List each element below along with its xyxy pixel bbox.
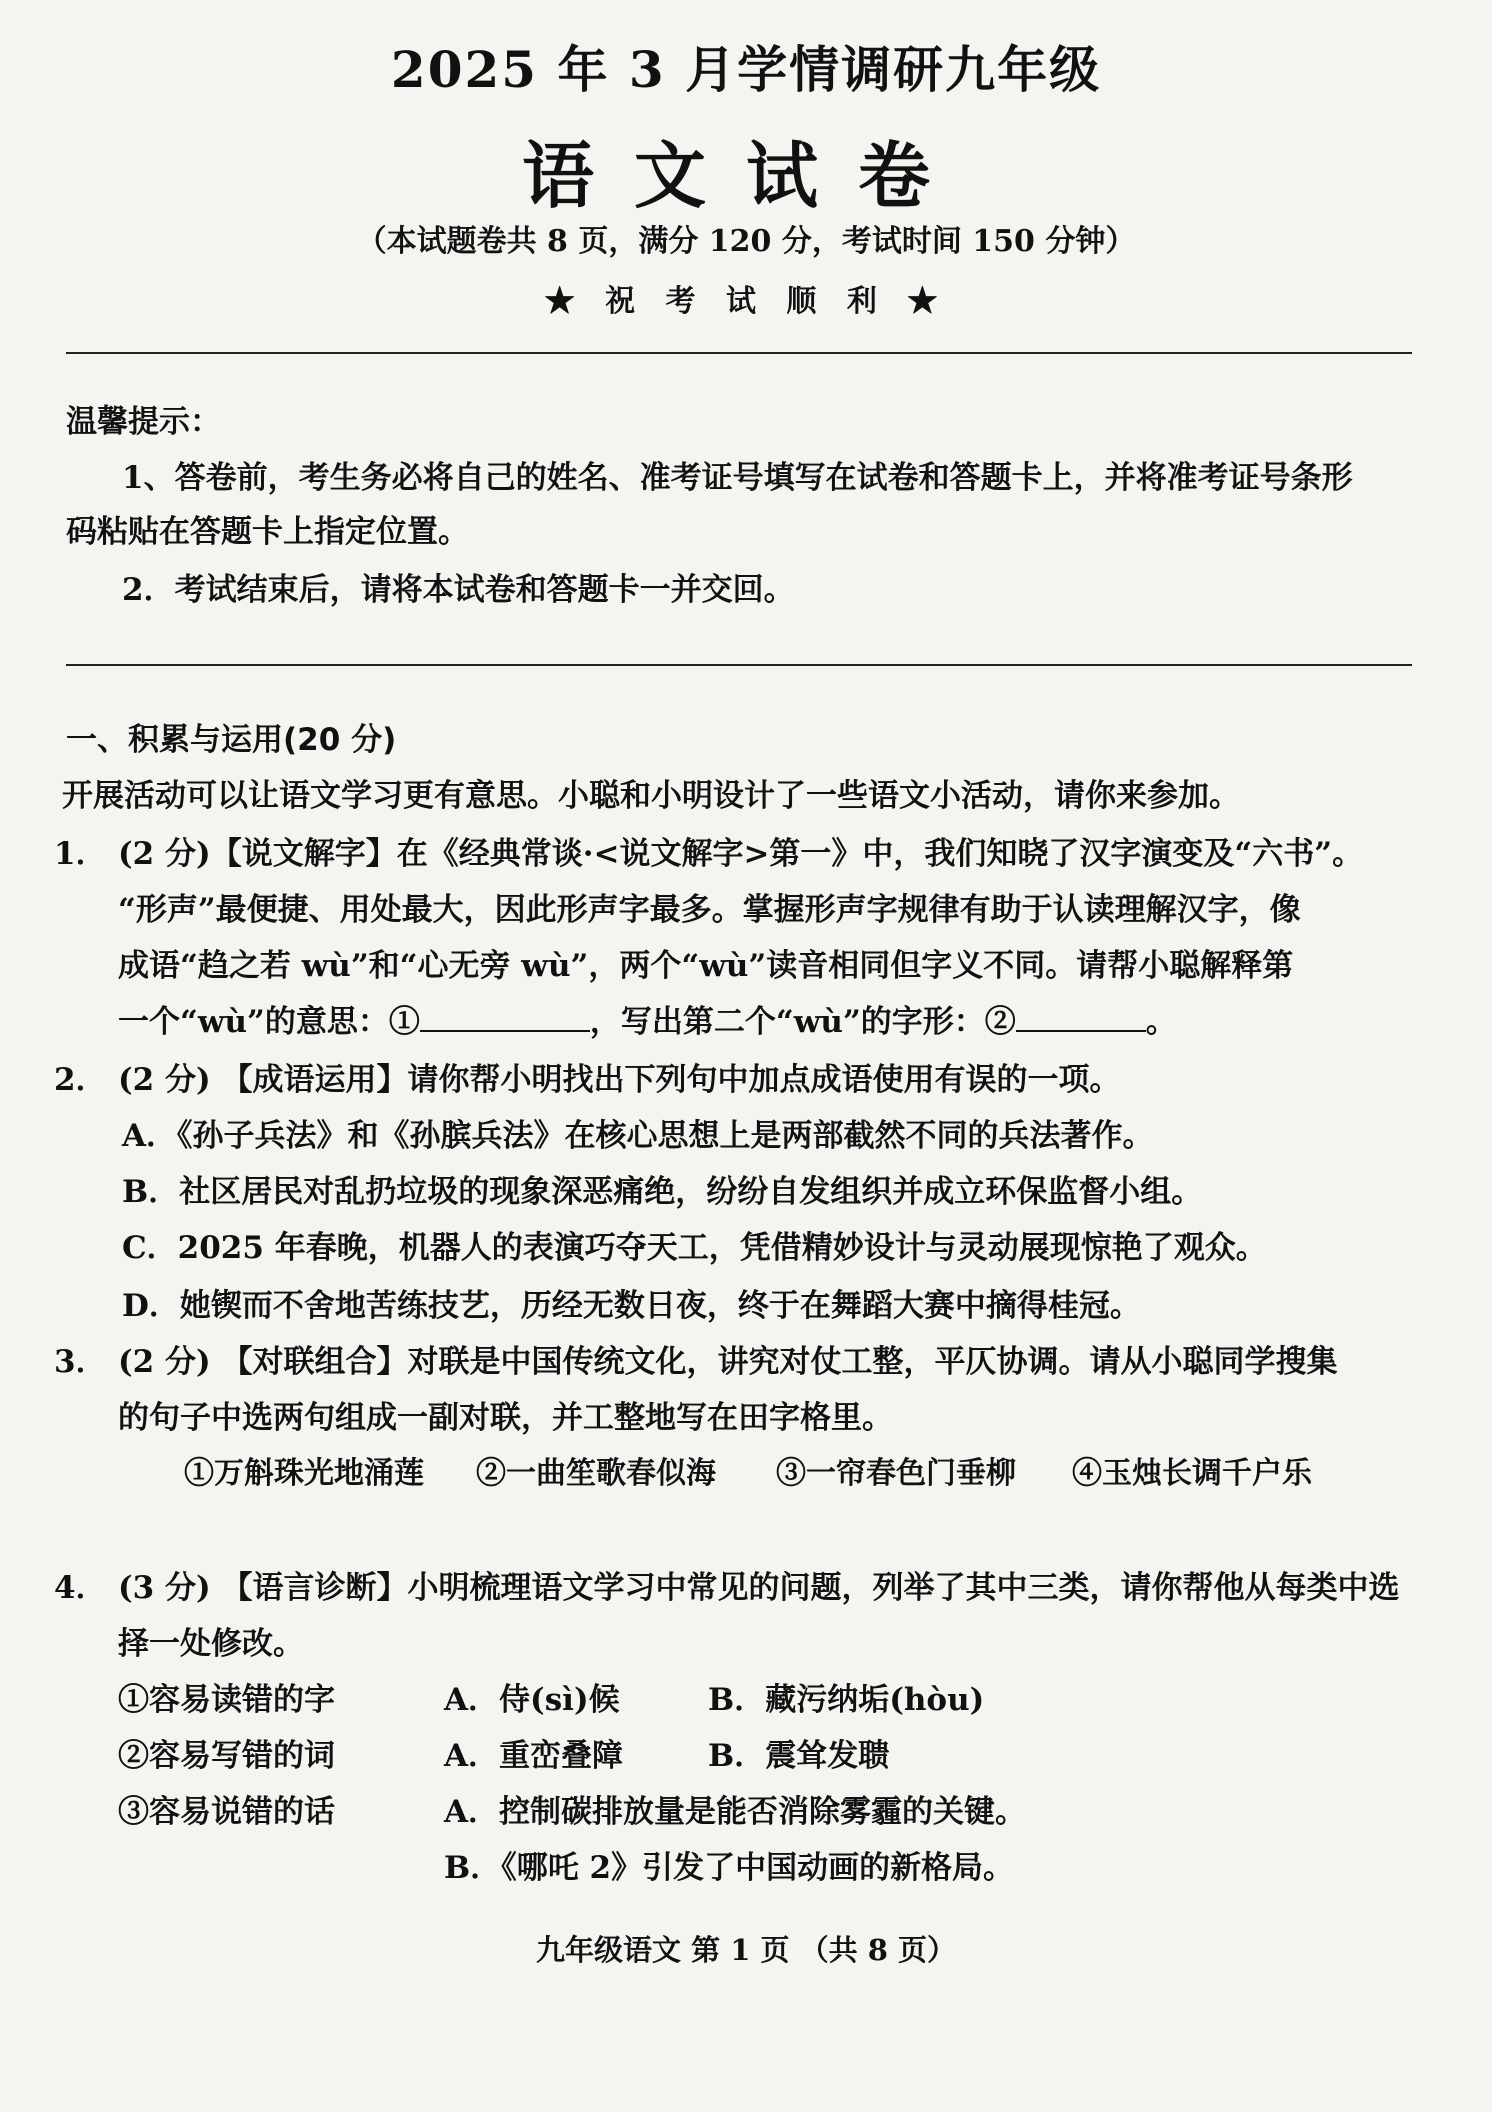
tips-heading: 温馨提示： (66, 404, 221, 440)
tips-item2: 2．考试结束后，请将本试卷和答题卡一并交回。 (122, 572, 795, 608)
q3-number: 3． (54, 1344, 107, 1380)
q2-stem: (2 分) 【成语运用】请你帮小明找出下列句中加点成语使用有误的一项。 (118, 1062, 1121, 1098)
q4-row2-label: ②容易写错的词 (118, 1738, 335, 1774)
exam-subtitle: （本试题卷共 8 页，满分 120 分，考试时间 150 分钟） (356, 224, 1136, 259)
q1-line4-end: 。 (1145, 1004, 1177, 1040)
q3-line2: 的句子中选两句组成一副对联，并工整地写在田字格里。 (118, 1400, 893, 1436)
section1-heading: 一、积累与运用(20 分) (66, 722, 397, 758)
page-footer: 九年级语文 第 1 页 （共 8 页） (536, 1933, 956, 1967)
q2-number: 2． (54, 1062, 107, 1098)
exam-title-line1: 2025 年 3 月学情调研九年级 (390, 40, 1102, 99)
q4-row3-option-a: A．控制碳排放量是能否消除雾霾的关键。 (444, 1794, 1027, 1830)
q3-couplet-3: ③一帘春色门垂柳 (776, 1456, 1016, 1491)
q4-row2-option-a: A．重峦叠障 (444, 1738, 624, 1774)
blessing-text: ★ 祝 考 试 顺 利 ★ (544, 284, 948, 319)
q3-couplet-1: ①万斛珠光地涌莲 (184, 1456, 424, 1491)
q2-option-c: C．2025 年春晚，机器人的表演巧夺天工，凭借精妙设计与灵动展现惊艳了观众。 (122, 1230, 1267, 1266)
tips-divider (66, 664, 1412, 666)
q1-number: 1． (54, 836, 107, 872)
q1-line1: (2 分)【说文解字】在《经典常谈·<说文解字>第一》中，我们知晓了汉字演变及“六书”。 (118, 836, 1364, 872)
q4-row3-label: ③容易说错的话 (118, 1794, 335, 1830)
tips-item1-line2: 码粘贴在答题卡上指定位置。 (66, 514, 469, 550)
q3-line1: (2 分) 【对联组合】对联是中国传统文化，讲究对仗工整，平仄协调。请从小聪同学搜集 (118, 1344, 1338, 1380)
top-divider (66, 352, 1412, 354)
q4-row1-label: ①容易读错的字 (118, 1682, 335, 1718)
q1-line4-prompt2: ，写出第二个“wù”的字形：② (589, 1004, 1016, 1040)
q2-option-b: B．社区居民对乱扔垃圾的现象深恶痛绝，纷纷自发组织并成立环保监督小组。 (122, 1174, 1203, 1210)
q4-line1: (3 分) 【语言诊断】小明梳理语文学习中常见的问题，列举了其中三类，请你帮他从每类中选 (118, 1570, 1400, 1606)
q4-number: 4． (54, 1570, 107, 1606)
q1-answer-blank-2[interactable] (1016, 1002, 1146, 1032)
q1-line2: “形声”最便捷、用处最大，因此形声字最多。掌握形声字规律有助于认读理解汉字，像 (118, 892, 1301, 928)
q4-row1-option-a: A．侍(sì)候 (444, 1682, 620, 1718)
q3-couplet-2: ②一曲笙歌春似海 (476, 1456, 716, 1491)
q2-option-d: D．她锲而不舍地苦练技艺，历经无数日夜，终于在舞蹈大赛中摘得桂冠。 (122, 1288, 1141, 1324)
exam-title-line2: 语文试卷 (521, 133, 970, 218)
q4-row3-option-b: B．《哪吒 2》引发了中国动画的新格局。 (444, 1850, 1015, 1886)
tips-item1-line1: 1、答卷前，考生务必将自己的姓名、准考证号填写在试卷和答题卡上，并将准考证号条形 (122, 460, 1353, 496)
q1-line4-prompt1: 一个“wù”的意思：① (118, 1004, 420, 1040)
q1-answer-blank-1[interactable] (420, 1002, 590, 1032)
q1-line3: 成语“趋之若 wù”和“心无旁 wù”，两个“wù”读音相同但字义不同。请帮小聪解释第 (118, 948, 1294, 984)
q1-line4 (118, 996, 1177, 1041)
q4-row1-option-b: B．藏污纳垢(hòu) (708, 1682, 985, 1718)
q4-line2: 择一处修改。 (118, 1626, 304, 1662)
q2-option-a: A．《孙子兵法》和《孙膑兵法》在核心思想上是两部截然不同的兵法著作。 (122, 1118, 1154, 1154)
q3-couplet-4: ④玉烛长调千户乐 (1072, 1456, 1312, 1491)
section1-intro: 开展活动可以让语文学习更有意思。小聪和小明设计了一些语文小活动，请你来参加。 (62, 778, 1240, 814)
q4-row2-option-b: B．震耸发聩 (708, 1738, 890, 1774)
